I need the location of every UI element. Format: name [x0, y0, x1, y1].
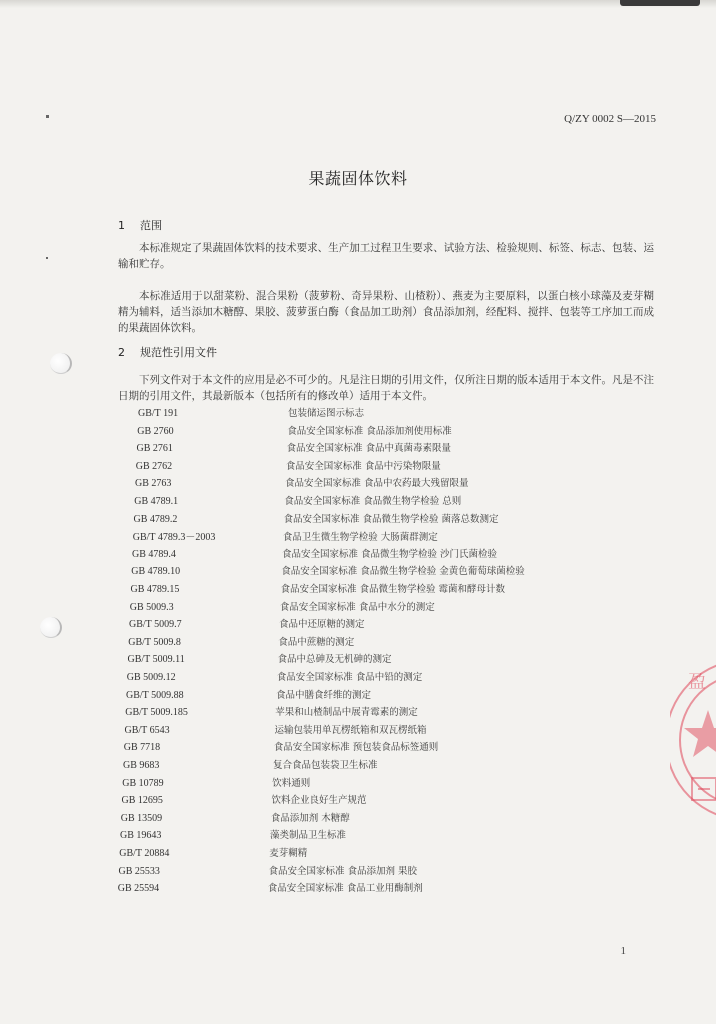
reference-row [128, 634, 354, 652]
section-heading-scope [118, 217, 162, 233]
reference-title: 食品安全国家标准 食品中真菌毒素限量 [286, 443, 452, 455]
paragraph: 本标准规定了果蔬固体饮料的技术要求、生产加工过程卫生要求、试验方法、检验规则、标签、标志、包装、运输和贮存。 [118, 242, 654, 270]
reference-title: 饮料企业良好生产规范 [271, 795, 367, 807]
scan-edge [0, 0, 716, 8]
binder-hole-top [50, 353, 72, 374]
reference-title: 食品安全国家标准 食品微生物学检验 总则 [284, 496, 462, 507]
reference-row [122, 792, 367, 810]
reference-title: 苹果和山楂制品中展青霉素的测定 [275, 707, 418, 719]
reference-title: 运输包装用单瓦楞纸箱和双瓦楞纸箱 [274, 724, 427, 736]
paragraph: 本标准适用于以甜菜粉、混合果粉（菠萝粉、奇异果粉、山楂粉）、燕麦为主要原料，以蛋白核小球藻及麦芽糊精为辅料，适当添加木糖醇、果胶、菠萝蛋白酶（食品加工助剂）食品添加剂，经配料、搅拌、包装等工序加工而成的果蔬固体饮料。 [118, 290, 654, 334]
reference-row [134, 493, 461, 511]
reference-code: GB 4789.15 [130, 584, 180, 595]
paragraph: 下列文件对于本文件的应用是必不可少的。凡是注日期的引用文件，仅所注日期的版本适用于本文件。凡是不注日期的引用文件，其最新版本（包括所有的修改单）适用于本文件。 [118, 374, 654, 402]
reference-title: 食品中蔗糖的测定 [278, 636, 355, 648]
reference-title: 食品添加剂 木糖醇 [270, 812, 350, 824]
reference-code: GB 4789.4 [132, 548, 176, 560]
reference-code: GB 4789.10 [131, 566, 181, 578]
reference-code: GB/T 5009.185 [125, 707, 188, 719]
reference-code: GB 5009.12 [126, 672, 176, 683]
reference-code: GB/T 6543 [124, 724, 170, 736]
reference-code: GB 4789.1 [134, 496, 179, 507]
reference-code: GB 25533 [118, 865, 160, 877]
reference-row [119, 863, 418, 881]
reference-code: GB 9683 [123, 760, 160, 771]
reference-title: 饮料通则 [272, 777, 311, 789]
reference-title: 食品安全国家标准 食品中铅的测定 [276, 672, 423, 683]
reference-code: GB 19643 [120, 830, 162, 842]
reference-code: GB 25594 [117, 883, 160, 895]
reference-row [124, 739, 439, 757]
reference-code: GB 10789 [122, 777, 164, 789]
reference-row [129, 616, 365, 634]
reference-row [137, 423, 452, 441]
reference-code: GB 13509 [120, 812, 163, 824]
reference-title: 藻类制品卫生标准 [270, 830, 347, 842]
reference-code: GB/T 5009.7 [129, 619, 182, 631]
reference-code: GB 2763 [135, 478, 172, 490]
reference-title: 食品中还原糖的测定 [279, 619, 365, 631]
reference-code: GB/T 5009.8 [128, 636, 181, 648]
reference-code: GB 5009.3 [129, 601, 174, 613]
reference-row [119, 845, 307, 863]
reference-title: 食品安全国家标准 预包装食品标签通则 [273, 742, 439, 754]
red-seal-stamp [670, 640, 716, 840]
reference-row [135, 475, 469, 493]
reference-row [138, 405, 364, 423]
reference-title: 复合食品包装袋卫生标准 [273, 760, 378, 771]
reference-title: 食品安全国家标准 食品添加剂使用标准 [287, 425, 452, 437]
scan-corner-mark [620, 0, 700, 6]
reference-code: GB 4789.2 [133, 513, 178, 525]
reference-code: GB/T 20884 [119, 848, 170, 859]
reference-title: 食品卫生微生物学检验 大肠菌群测定 [282, 532, 438, 544]
svg-text:盈: 盈 [688, 672, 706, 693]
section-title: 规范性引用文件 [140, 346, 217, 359]
reference-title: 食品中总砷及无机砷的测定 [277, 654, 392, 666]
reference-row [130, 599, 435, 617]
reference-code: GB/T 191 [138, 408, 179, 419]
reference-row [134, 511, 499, 529]
section-title: 范围 [140, 219, 162, 232]
reference-row [126, 687, 371, 705]
reference-row [125, 722, 427, 740]
reference-title: 食品安全国家标准 食品微生物学检验 菌落总数测定 [283, 513, 499, 525]
reference-code: GB/T 4789.3－2003 [132, 532, 216, 544]
page-number: 1 [620, 945, 626, 957]
reference-title: 麦芽糊精 [269, 848, 308, 859]
reference-title: 食品安全国家标准 食品工业用酶制剂 [267, 883, 423, 895]
document-title: 果蔬固体饮料 [308, 169, 408, 188]
section-heading-normative-references [118, 344, 217, 360]
scan-speck [46, 115, 49, 118]
reference-title: 包装储运图示标志 [288, 408, 365, 419]
reference-row [121, 810, 350, 828]
reference-title: 食品中膳食纤维的测定 [276, 689, 372, 701]
reference-title: 食品安全国家标准 食品中水分的测定 [279, 601, 435, 613]
reference-title: 食品安全国家标准 食品微生物学检验 霉菌和酵母计数 [280, 584, 506, 595]
reference-code: GB/T 5009.88 [126, 689, 184, 701]
reference-title: 食品安全国家标准 食品中农药最大残留限量 [285, 478, 469, 490]
reference-row [118, 880, 423, 898]
reference-code: GB 7718 [123, 742, 161, 754]
reference-row [128, 651, 392, 669]
reference-row [127, 669, 423, 687]
binder-hole-bottom [40, 617, 62, 638]
reference-code: GB/T 5009.11 [127, 654, 185, 666]
section-number: 2 [118, 346, 125, 359]
reference-title: 食品安全国家标准 食品添加剂 果胶 [268, 865, 418, 877]
reference-row [132, 546, 497, 564]
reference-code: GB 2762 [135, 460, 173, 472]
reference-row [123, 757, 378, 775]
reference-row [120, 827, 346, 845]
reference-row [122, 775, 310, 793]
scan-speck [46, 257, 48, 259]
standard-id: Q/ZY 0002 S—2015 [564, 113, 656, 125]
reference-title: 食品安全国家标准 食品微生物学检验 金黄色葡萄球菌检验 [281, 566, 525, 578]
reference-row [131, 581, 506, 599]
reference-row [133, 528, 438, 546]
reference-row [136, 458, 441, 476]
reference-title: 食品安全国家标准 食品中污染物限量 [285, 460, 441, 472]
section-number: 1 [118, 219, 125, 232]
reference-code: GB 2761 [136, 443, 173, 455]
reference-row [131, 563, 525, 581]
reference-code: GB 12695 [121, 795, 163, 807]
reference-row [125, 704, 418, 722]
reference-row [137, 440, 452, 458]
reference-code: GB 2760 [137, 425, 174, 437]
reference-title: 食品安全国家标准 食品微生物学检验 沙门氏菌检验 [282, 548, 498, 560]
